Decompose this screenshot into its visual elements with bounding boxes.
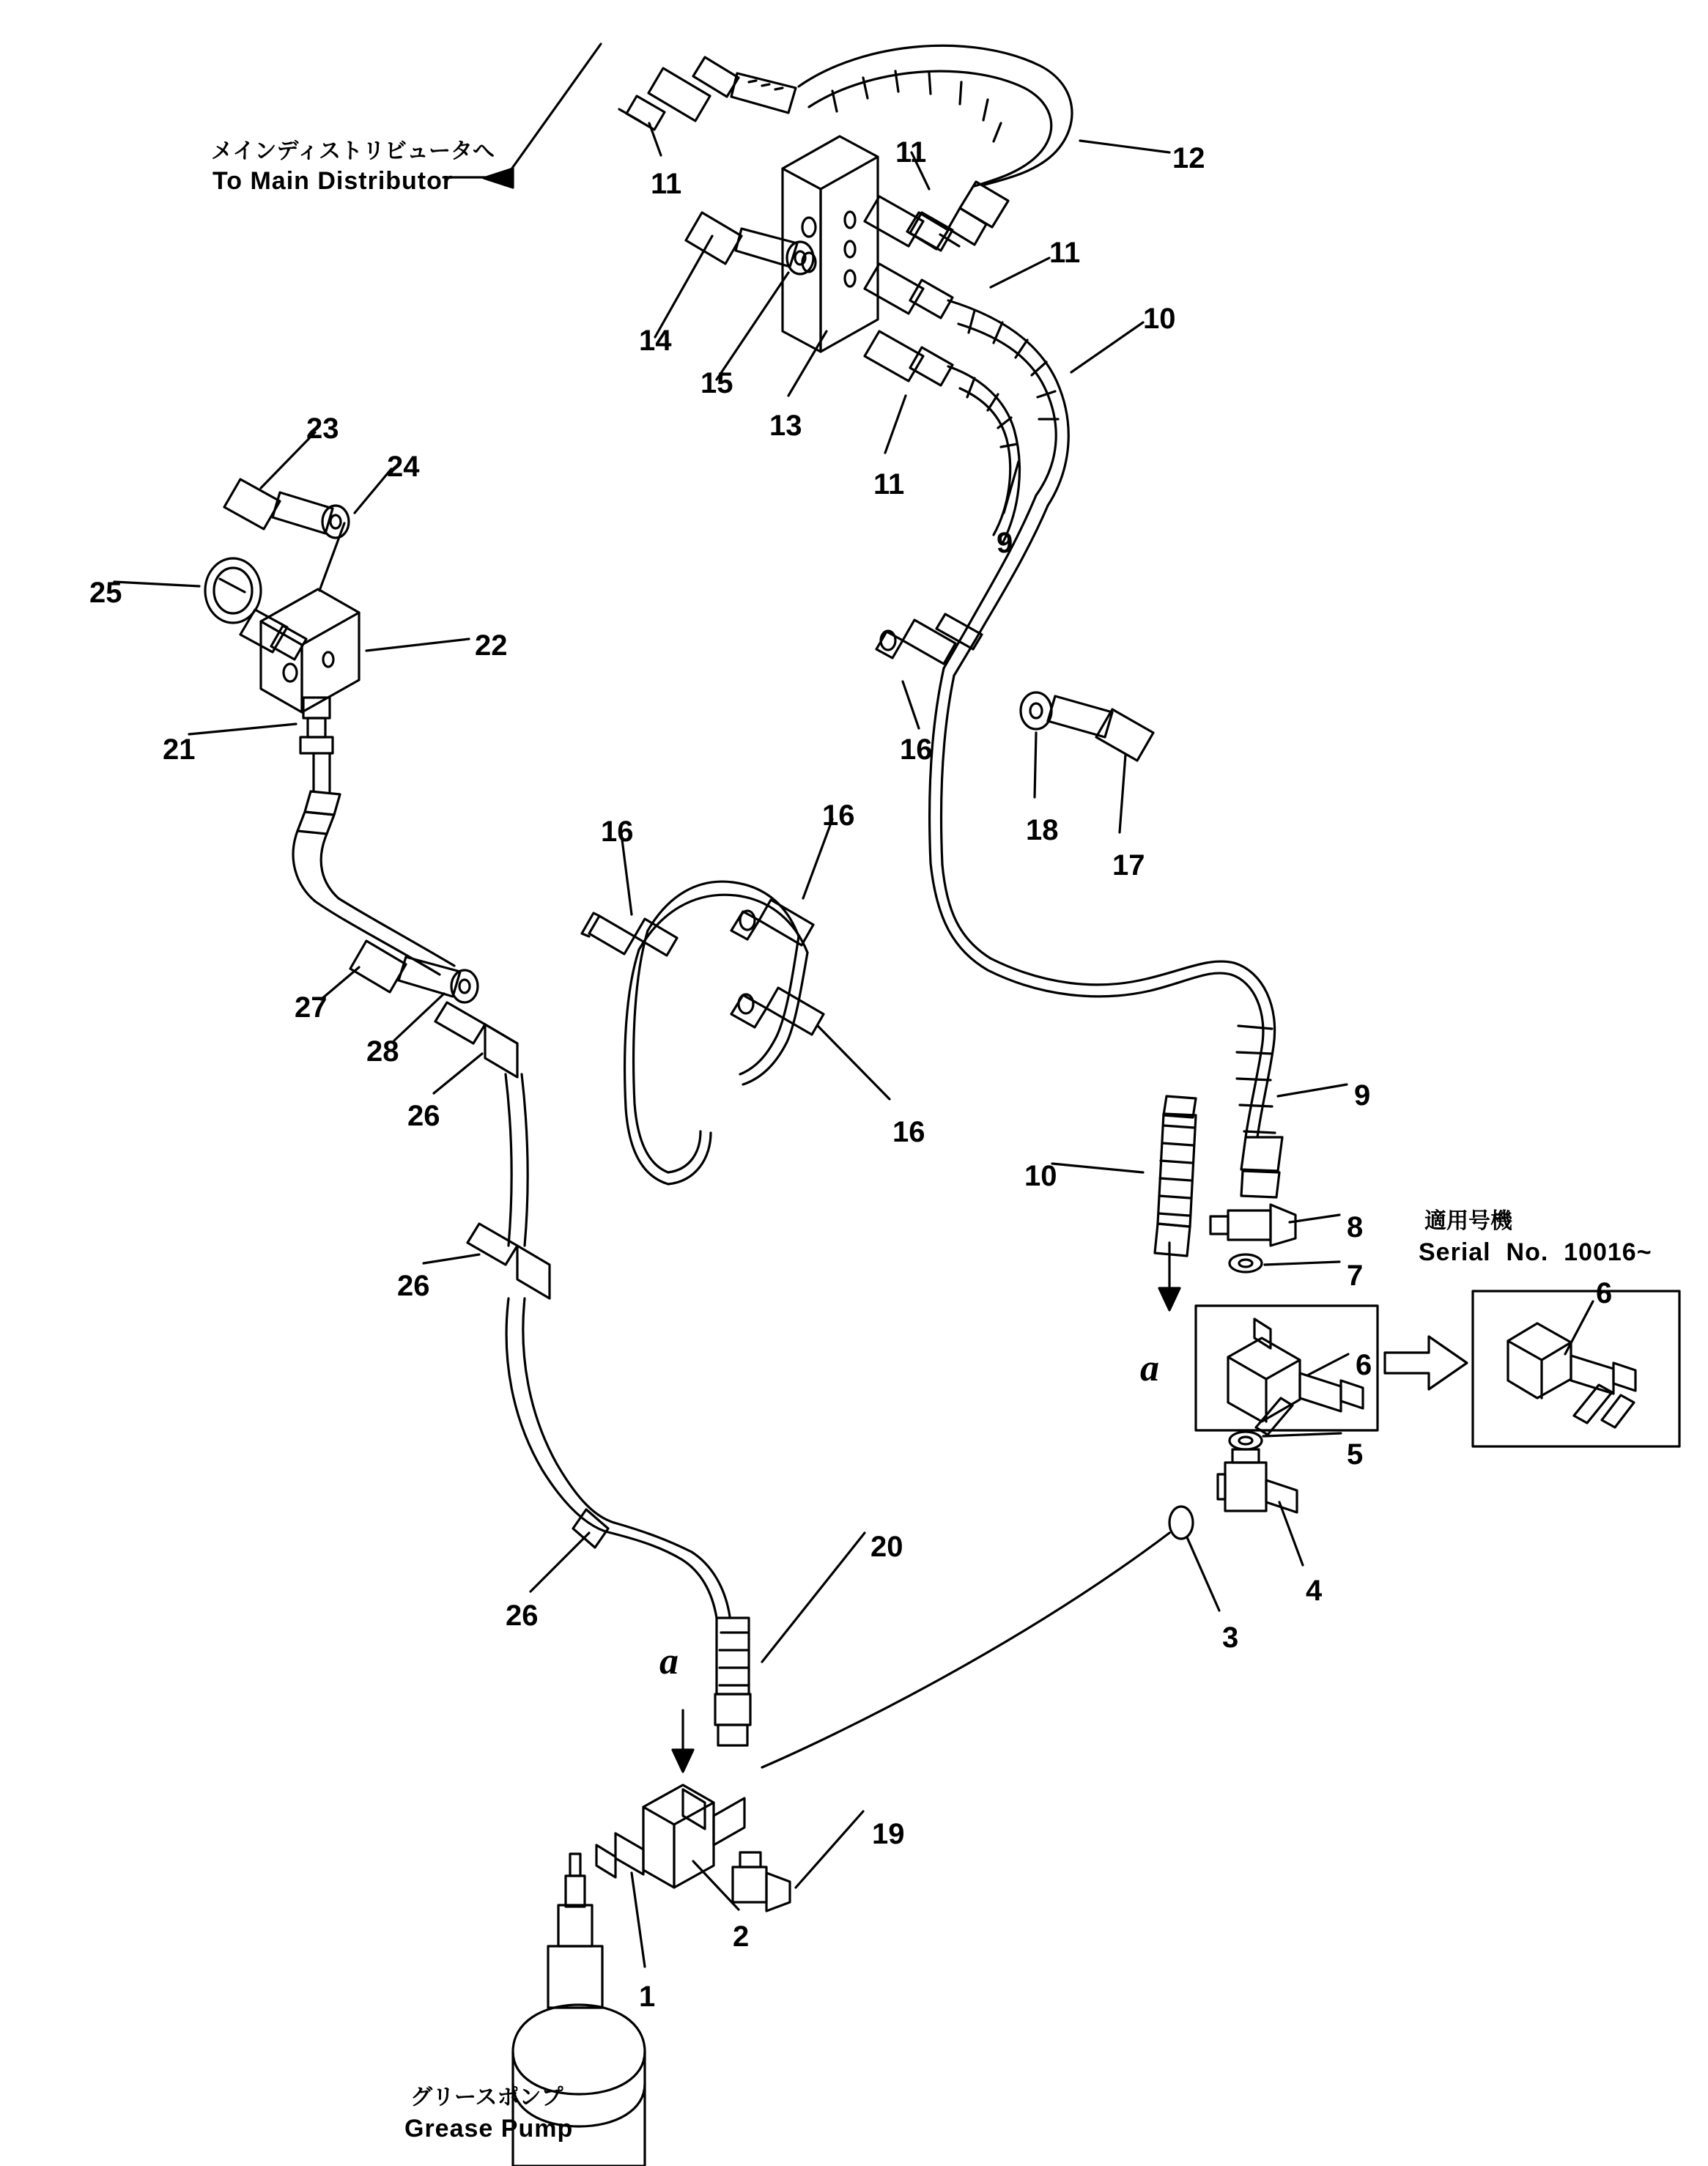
annotation-grease-pump-en: Grease Pump bbox=[404, 2115, 574, 2143]
callout-number: 6 bbox=[1596, 1277, 1613, 1309]
callout-number: 11 bbox=[651, 168, 682, 200]
callout-number: 10 bbox=[1143, 303, 1176, 335]
callout-number: 22 bbox=[475, 629, 508, 662]
callout-number: 11 bbox=[873, 468, 905, 500]
callout-number: 19 bbox=[872, 1818, 905, 1850]
callout-number: 8 bbox=[1347, 1211, 1364, 1243]
callout-number: 26 bbox=[397, 1270, 430, 1302]
callout-number: 15 bbox=[700, 367, 733, 399]
callout-number: 10 bbox=[1024, 1160, 1057, 1192]
callout-number: 9 bbox=[1354, 1079, 1371, 1112]
callout-number: 1 bbox=[639, 1981, 656, 2013]
callout-number: 7 bbox=[1347, 1260, 1364, 1292]
annotation-serial-jp: 適用号機 bbox=[1424, 1208, 1512, 1234]
callout-number: 18 bbox=[1026, 814, 1059, 846]
callout-number: 3 bbox=[1222, 1622, 1239, 1654]
callout-number: 9 bbox=[997, 527, 1013, 559]
callout-number: 12 bbox=[1172, 142, 1205, 174]
callout-number: 4 bbox=[1306, 1575, 1323, 1607]
annotation-to-main-distributor-en: To Main Distributor bbox=[212, 167, 454, 195]
callout-number: 28 bbox=[366, 1035, 399, 1068]
callout-number: 16 bbox=[601, 816, 634, 848]
callout-number: 25 bbox=[89, 577, 122, 609]
callout-number: 16 bbox=[822, 799, 855, 832]
callout-number: 27 bbox=[295, 991, 328, 1024]
callout-number: 16 bbox=[892, 1116, 925, 1148]
callout-number: 26 bbox=[506, 1600, 539, 1632]
callout-number: 6 bbox=[1356, 1349, 1372, 1381]
callout-number: 11 bbox=[895, 136, 927, 169]
callout-number: 17 bbox=[1112, 849, 1145, 881]
callout-number: 2 bbox=[733, 1921, 750, 1953]
callout-number: 11 bbox=[1049, 237, 1081, 269]
callout-number: 5 bbox=[1347, 1438, 1364, 1471]
callout-number: 24 bbox=[387, 451, 420, 483]
callout-number: 23 bbox=[306, 413, 339, 445]
marker-a-lower: a bbox=[659, 1641, 679, 1682]
marker-a-upper: a bbox=[1140, 1348, 1159, 1389]
callout-number: 20 bbox=[870, 1531, 903, 1563]
callout-number: 21 bbox=[163, 733, 196, 766]
annotation-grease-pump-jp: グリースポンプ bbox=[410, 2085, 563, 2110]
annotation-to-main-distributor-jp: メインディストリビュータへ bbox=[211, 138, 495, 164]
callout-number: 16 bbox=[900, 733, 933, 766]
callout-number: 13 bbox=[769, 410, 802, 442]
callout-number: 14 bbox=[639, 325, 672, 357]
callout-number: 26 bbox=[407, 1100, 440, 1132]
annotation-serial-en: Serial No. 10016~ bbox=[1419, 1238, 1652, 1266]
